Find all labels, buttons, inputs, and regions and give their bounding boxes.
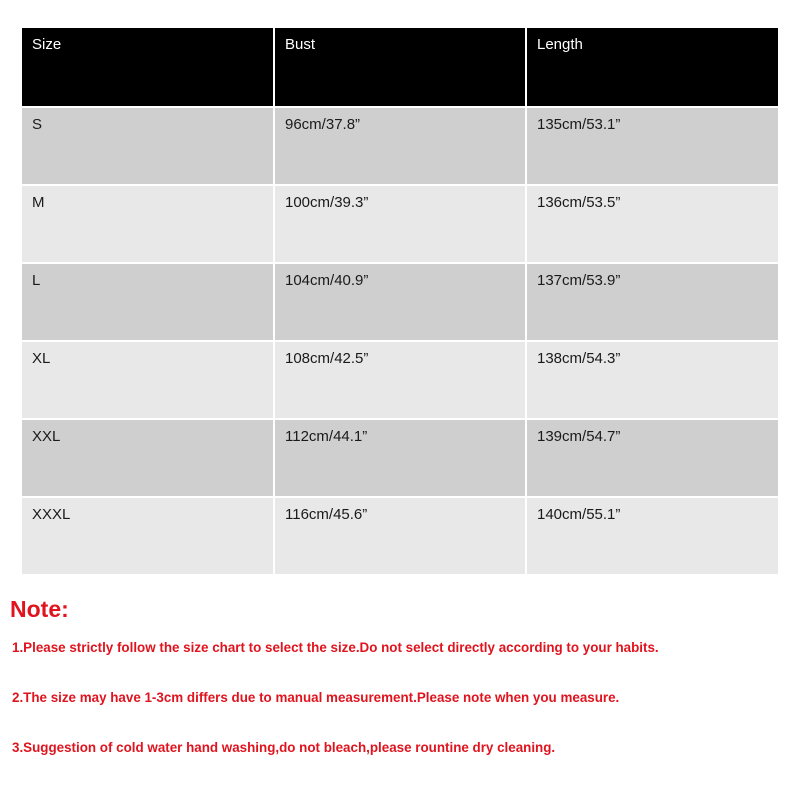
table-row	[22, 497, 778, 575]
length-cell: 135cm/53.1”	[526, 107, 778, 185]
size-cell: L	[22, 263, 274, 341]
size-cell: XXL	[22, 419, 274, 497]
table-row	[22, 341, 778, 419]
bust-cell: 96cm/37.8”	[274, 107, 526, 185]
table-header-row	[22, 28, 778, 107]
header-bust: Bust	[274, 28, 526, 107]
bust-cell: 104cm/40.9”	[274, 263, 526, 341]
size-chart-table	[22, 28, 778, 576]
header-length: Length	[526, 28, 778, 107]
length-cell: 136cm/53.5”	[526, 185, 778, 263]
size-cell: XXXL	[22, 497, 274, 575]
note-item-2: 2.The size may have 1-3cm differs due to manual measurement.Please note when you measure.	[12, 690, 620, 705]
bust-cell: 112cm/44.1”	[274, 419, 526, 497]
table-row	[22, 185, 778, 263]
length-cell: 140cm/55.1”	[526, 497, 778, 575]
size-cell: XL	[22, 341, 274, 419]
length-cell: 138cm/54.3”	[526, 341, 778, 419]
length-cell: 139cm/54.7”	[526, 419, 778, 497]
table-row	[22, 419, 778, 497]
bust-cell: 100cm/39.3”	[274, 185, 526, 263]
size-cell: M	[22, 185, 274, 263]
table-row	[22, 107, 778, 185]
bust-cell: 116cm/45.6”	[274, 497, 526, 575]
bust-cell: 108cm/42.5”	[274, 341, 526, 419]
note-item-1: 1.Please strictly follow the size chart to select the size.Do not select directly according to your habits.	[12, 640, 659, 655]
length-cell: 137cm/53.9”	[526, 263, 778, 341]
note-item-3: 3.Suggestion of cold water hand washing,do not bleach,please rountine dry cleaning.	[12, 740, 556, 755]
size-cell: S	[22, 107, 274, 185]
note-title: Note:	[10, 596, 69, 622]
table-row	[22, 263, 778, 341]
header-size: Size	[22, 28, 274, 107]
